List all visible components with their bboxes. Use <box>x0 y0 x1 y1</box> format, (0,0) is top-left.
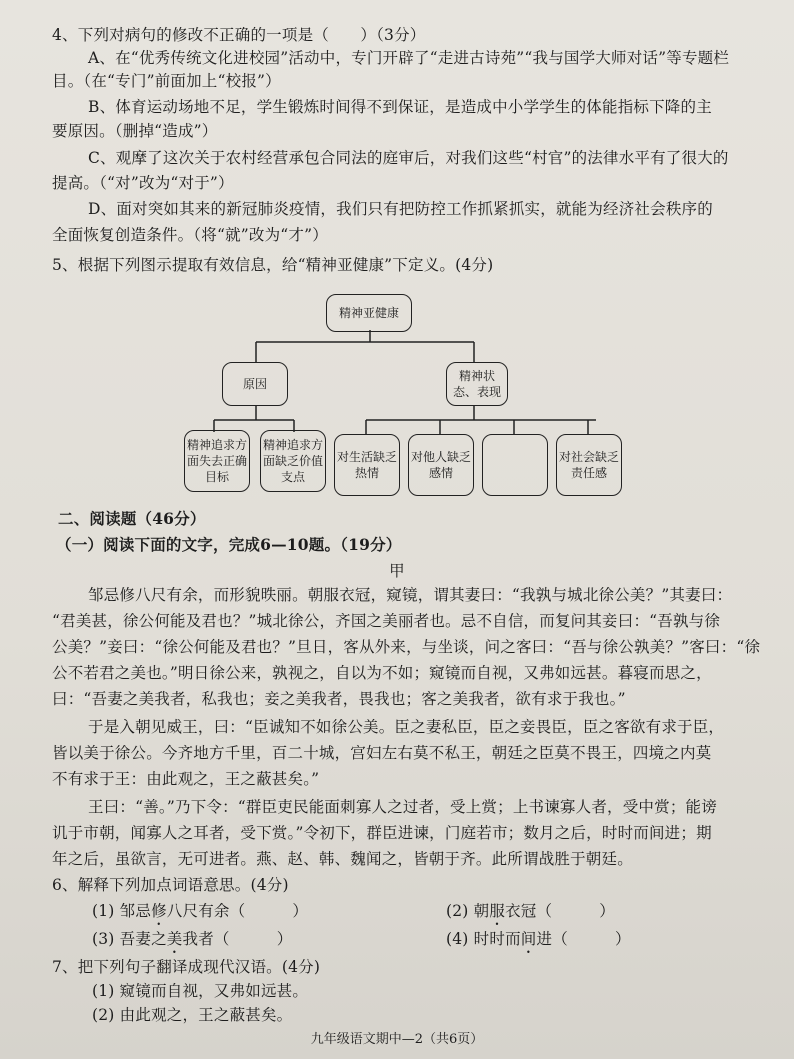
q7-sentence-1: (1) 窥镜而自视，又弗如远甚。 <box>92 982 309 1000</box>
node-cause-1: 精神追求方面失去正确目标 <box>184 430 250 492</box>
node-state-blank[interactable] <box>482 434 548 496</box>
q4-option-a: A、在“优秀传统文化进校园”活动中，专门开辟了“走进古诗苑”“我与国学大师对话”等专题栏 <box>88 49 730 67</box>
q6-item-1: (1) 邹忌修八尺有余（ ） <box>92 902 309 920</box>
q7-stem: 7、把下列句子翻译成现代汉语。(4分) <box>52 958 321 976</box>
q5-stem: 5、根据下列图示提取有效信息，给“精神亚健康”下定义。(4分) <box>52 256 494 274</box>
node-cause-2: 精神追求方面缺乏价值支点 <box>260 430 326 492</box>
section2-title: 二、阅读题（46分） <box>58 509 206 528</box>
passage-p3-1: 王曰：“善。”乃下令：“群臣吏民能面刺寡人之过者，受上赏；上书谏寡人者，受中赏；能谤 <box>88 798 717 816</box>
passage-p1-3: 公美？”妾曰：“徐公何能及君也？”旦日，客从外来，与坐谈，问之客曰：“吾与徐公孰美？”客曰：“徐 <box>52 638 761 656</box>
q6-item-4: (4) 时时而间进（ ） <box>446 930 631 948</box>
passage-p1-5: 曰：“吾妻之美我者，私我也；妾之美我者，畏我也；客之美我者，欲有求于我也。” <box>52 690 626 708</box>
q4-option-b: B、体育运动场地不足，学生锻炼时间得不到保证，是造成中小学学生的体能指标下降的主 <box>88 98 712 116</box>
section2-sub1: （一）阅读下面的文字，完成6—10题。（19分） <box>56 535 402 554</box>
passage-label: 甲 <box>389 562 405 580</box>
q4-option-b-cont: 要原因。（删掉“造成”） <box>52 122 218 140</box>
q6-stem: 6、解释下列加点词语意思。(4分) <box>52 876 289 894</box>
passage-p1-1: 邹忌修八尺有余，而形貌昳丽。朝服衣冠，窥镜，谓其妻曰：“我孰与城北徐公美？”其妻曰： <box>88 586 733 604</box>
node-state-4: 对社会缺乏责任感 <box>556 434 622 496</box>
passage-p3-2: 讥于市朝，闻寡人之耳者，受下赏。”令初下，群臣进谏，门庭若市；数月之后，时时而间进；期 <box>52 824 712 842</box>
passage-p1-2: “君美甚，徐公何能及君也？”城北徐公，齐国之美丽者也。忌不自信，而复问其妾曰：“吾孰与徐 <box>52 612 721 630</box>
passage-p1-4: 公不若君之美也。”明日徐公来，孰视之，自以为不如；窥镜而自视，又弗如远甚。暮寝而思之， <box>52 664 712 682</box>
q4-option-a-cont: 目。（在“专门”前面加上“校报”） <box>52 72 281 90</box>
node-cause: 原因 <box>222 362 288 406</box>
node-state-1: 对生活缺乏热情 <box>334 434 400 496</box>
passage-p3-3: 年之后，虽欲言，无可进者。燕、赵、韩、魏闻之，皆朝于齐。此所谓战胜于朝廷。 <box>52 850 633 868</box>
q7-sentence-2: (2) 由此观之，王之蔽甚矣。 <box>92 1006 293 1024</box>
node-state: 精神状态、表现 <box>446 362 508 406</box>
node-root: 精神亚健康 <box>326 294 412 332</box>
passage-p2-3: 不有求于王：由此观之，王之蔽甚矣。” <box>52 770 320 788</box>
passage-p2-2: 皆以美于徐公。今齐地方千里，百二十城，宫妇左右莫不私王，朝廷之臣莫不畏王，四境之内莫 <box>52 744 712 762</box>
q6-item-3: (3) 吾妻之美我者（ ） <box>92 930 293 948</box>
q4-option-c: C、观摩了这次关于农村经营承包合同法的庭审后，对我们这些“村官”的法律水平有了很大的 <box>88 149 729 167</box>
page-footer: 九年级语文期中—2（共6页） <box>310 1032 484 1047</box>
q4-stem: 4、下列对病句的修改不正确的一项是（ ）（3分） <box>52 26 426 44</box>
q4-option-c-cont: 提高。（“对”改为“对于”） <box>52 174 234 192</box>
passage-p2-1: 于是入朝见威王，曰：“臣诚知不如徐公美。臣之妻私臣，臣之妾畏臣，臣之客欲有求于臣， <box>88 718 725 736</box>
q6-item-2: (2) 朝服衣冠（ ） <box>446 902 615 920</box>
q4-option-d: D、面对突如其来的新冠肺炎疫情，我们只有把防控工作抓紧抓实，就能为经济社会秩序的 <box>88 200 713 218</box>
node-state-2: 对他人缺乏感情 <box>408 434 474 496</box>
q4-option-d-cont: 全面恢复创造条件。（将“就”改为“才”） <box>52 226 328 244</box>
